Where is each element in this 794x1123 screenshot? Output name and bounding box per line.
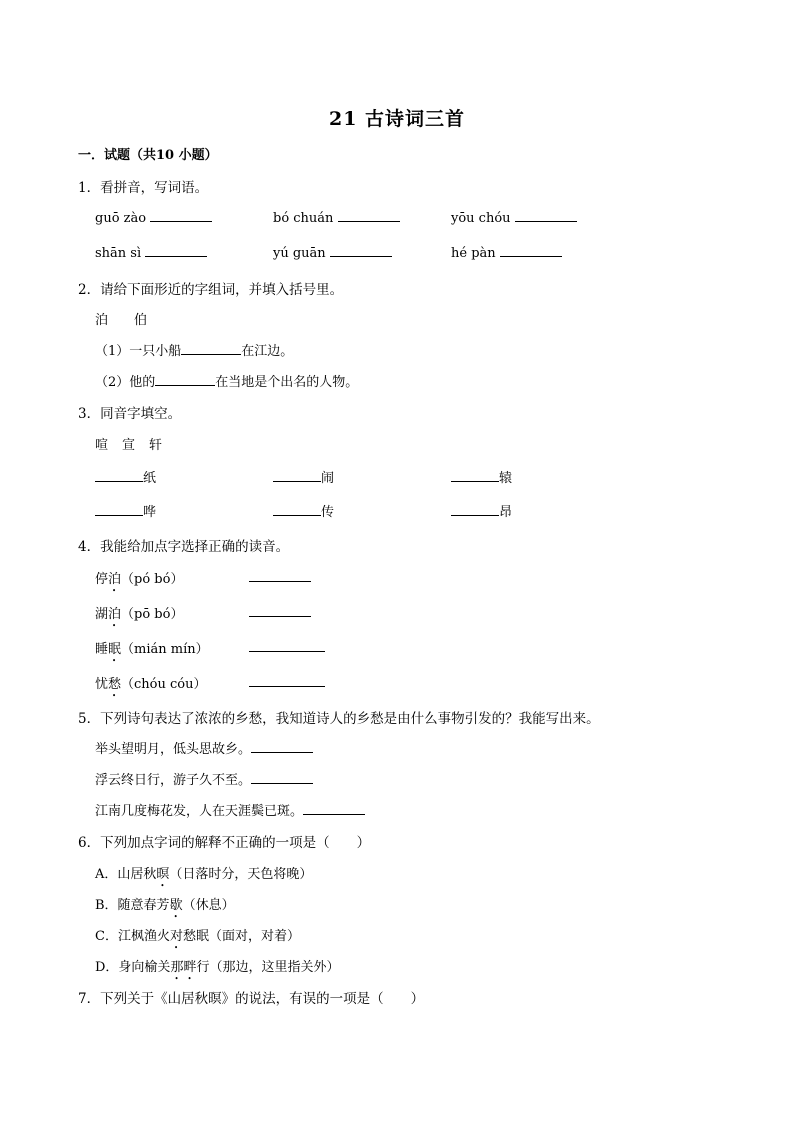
answer-blank[interactable] <box>249 568 311 582</box>
answer-blank[interactable] <box>249 673 325 687</box>
reading-item: 睡眠（mián mín） <box>95 642 209 657</box>
answer-blank[interactable] <box>451 503 499 516</box>
option-a[interactable]: A．山居秋暝（日落时分，天色将晚） <box>95 867 313 882</box>
pinyin-item: guō zào <box>95 209 212 226</box>
answer-blank[interactable] <box>273 503 321 516</box>
question-4-stem: 4．我能给加点字选择正确的读音。 <box>78 539 290 555</box>
answer-blank[interactable] <box>451 469 499 482</box>
char-pair: 泊 伯 <box>95 313 148 328</box>
answer-blank[interactable] <box>181 342 241 355</box>
fill-item: 辕 <box>451 467 512 486</box>
fill-item: 哗 <box>95 501 156 520</box>
answer-blank[interactable] <box>338 209 400 222</box>
answer-blank[interactable] <box>95 503 143 516</box>
fill-item: 纸 <box>95 467 156 486</box>
question-5-stem: 5．下列诗句表达了浓浓的乡愁，我知道诗人的乡愁是由什么事物引发的？我能写出来。 <box>78 711 600 727</box>
answer-blank[interactable] <box>150 209 212 222</box>
question-6-stem: 6．下列加点字词的解释不正确的一项是（ ） <box>78 835 371 851</box>
answer-blank[interactable] <box>145 244 207 257</box>
answer-blank[interactable] <box>515 209 577 222</box>
answer-blank[interactable] <box>251 740 313 753</box>
reading-item: 忧愁（chóu cóu） <box>95 677 207 692</box>
pinyin-item: hé pàn <box>451 244 562 261</box>
answer-blank[interactable] <box>273 469 321 482</box>
option-b[interactable]: B．随意春芳歇（休息） <box>95 898 235 913</box>
question-7-stem: 7．下列关于《山居秋暝》的说法，有误的一项是（ ） <box>78 991 425 1007</box>
page-title: 21 古诗词三首 <box>328 108 466 130</box>
answer-blank[interactable] <box>500 244 562 257</box>
answer-blank[interactable] <box>303 802 365 815</box>
question-3-stem: 3．同音字填空。 <box>78 406 182 422</box>
answer-blank[interactable] <box>330 244 392 257</box>
pinyin-item: bó chuán <box>273 209 400 226</box>
sentence-2: （2）他的 在当地是个出名的人物。 <box>95 375 359 390</box>
char-group: 喧 宣 轩 <box>95 438 163 453</box>
answer-blank[interactable] <box>155 373 215 386</box>
answer-blank[interactable] <box>249 603 311 617</box>
sentence-1: （1）一只小船 在江边。 <box>95 344 294 359</box>
poem-line: 举头望明月，低头思故乡。 <box>95 738 313 757</box>
reading-item: 湖泊（pō bó） <box>95 607 184 622</box>
question-1-stem: 1．看拼音，写词语。 <box>78 180 209 196</box>
question-2-stem: 2．请给下面形近的字组词，并填入括号里。 <box>78 282 344 298</box>
pinyin-item: shān sì <box>95 244 207 261</box>
fill-item: 昂 <box>451 501 512 520</box>
answer-blank[interactable] <box>95 469 143 482</box>
fill-item: 闹 <box>273 467 334 486</box>
pinyin-item: yú guān <box>273 244 392 261</box>
poem-line: 浮云终日行，游子久不至。 <box>95 769 313 788</box>
reading-item: 停泊（pó bó） <box>95 572 184 587</box>
option-d[interactable]: D．身向榆关那畔行（那边，这里指关外） <box>95 960 340 975</box>
poem-line: 江南几度梅花发，人在天涯鬓已斑。 <box>95 800 365 819</box>
answer-blank[interactable] <box>251 771 313 784</box>
answer-blank[interactable] <box>249 638 325 652</box>
option-c[interactable]: C．江枫渔火对愁眠（面对，对着） <box>95 929 300 944</box>
fill-item: 传 <box>273 501 334 520</box>
section-heading: 一．试题（共10 小题） <box>78 148 218 163</box>
pinyin-item: yōu chóu <box>451 209 577 226</box>
